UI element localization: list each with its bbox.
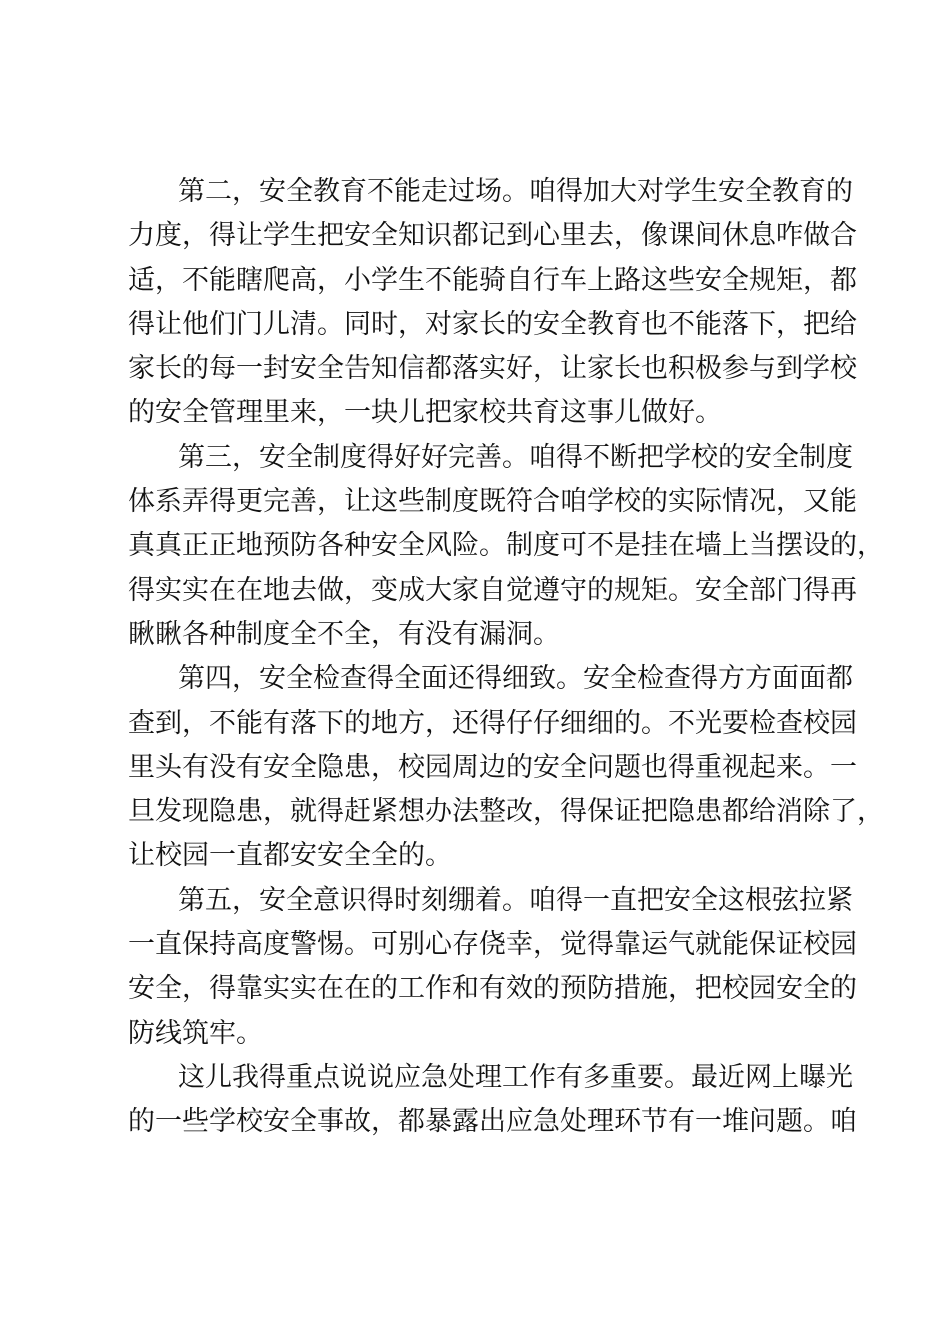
text-line: 让校园一直都安安全全的。 bbox=[128, 840, 452, 872]
text-line: 第三，安全制度得好好完善。咱得不断把学校的安全制度 bbox=[178, 441, 853, 473]
text-line: 家长的每一封安全告知信都落实好，让家长也积极参与到学校 bbox=[128, 353, 857, 385]
text-line: 真真正正地预防各种安全风险。制度可不是挂在墙上当摆设的， bbox=[128, 530, 884, 562]
paragraph-emergency-handling bbox=[128, 1056, 857, 1145]
paragraph-safety-inspection bbox=[128, 657, 884, 878]
document-body bbox=[128, 170, 884, 1145]
text-line: 一直保持高度警惕。可别心存侥幸，觉得靠运气就能保证校园 bbox=[128, 929, 857, 961]
text-line: 第二，安全教育不能走过场。咱得加大对学生安全教育的 bbox=[178, 176, 853, 207]
text-line: 第五，安全意识得时刻绷着。咱得一直把安全这根弦拉紧 bbox=[178, 884, 853, 916]
text-line: 安全，得靠实实在在的工作和有效的预防措施，把校园安全的 bbox=[128, 973, 857, 1005]
text-line: 得让他们门儿清。同时，对家长的安全教育也不能落下，把给 bbox=[128, 308, 857, 340]
text-line: 旦发现隐患，就得赶紧想办法整改，得保证把隐患都给消除了， bbox=[128, 796, 884, 828]
text-line: 查到，不能有落下的地方，还得仔仔细细的。不光要检查校园 bbox=[128, 707, 857, 739]
text-line: 防线筑牢。 bbox=[128, 1017, 263, 1049]
text-line: 适，不能瞎爬高，小学生不能骑自行车上路这些安全规矩，都 bbox=[128, 264, 857, 296]
paragraph-safety-system bbox=[128, 436, 884, 657]
text-line: 第四，安全检查得全面还得细致。安全检查得方方面面都 bbox=[178, 663, 853, 695]
paragraph-safety-awareness bbox=[128, 879, 857, 1056]
paragraph-safety-education bbox=[128, 170, 857, 436]
text-line: 瞅瞅各种制度全不全，有没有漏洞。 bbox=[128, 618, 560, 650]
text-line: 这儿我得重点说说应急处理工作有多重要。最近网上曝光 bbox=[178, 1061, 853, 1093]
text-line: 力度，得让学生把安全知识都记到心里去，像课间休息咋做合 bbox=[128, 220, 857, 252]
text-line: 体系弄得更完善，让这些制度既符合咱学校的实际情况，又能 bbox=[128, 486, 857, 518]
text-line: 里头有没有安全隐患，校园周边的安全问题也得重视起来。一 bbox=[128, 751, 857, 783]
text-line: 的安全管理里来，一块儿把家校共育这事儿做好。 bbox=[128, 397, 722, 429]
text-line: 的一些学校安全事故，都暴露出应急处理环节有一堆问题。咱 bbox=[128, 1106, 857, 1138]
text-line: 得实实在在地去做，变成大家自觉遵守的规矩。安全部门得再 bbox=[128, 574, 857, 606]
